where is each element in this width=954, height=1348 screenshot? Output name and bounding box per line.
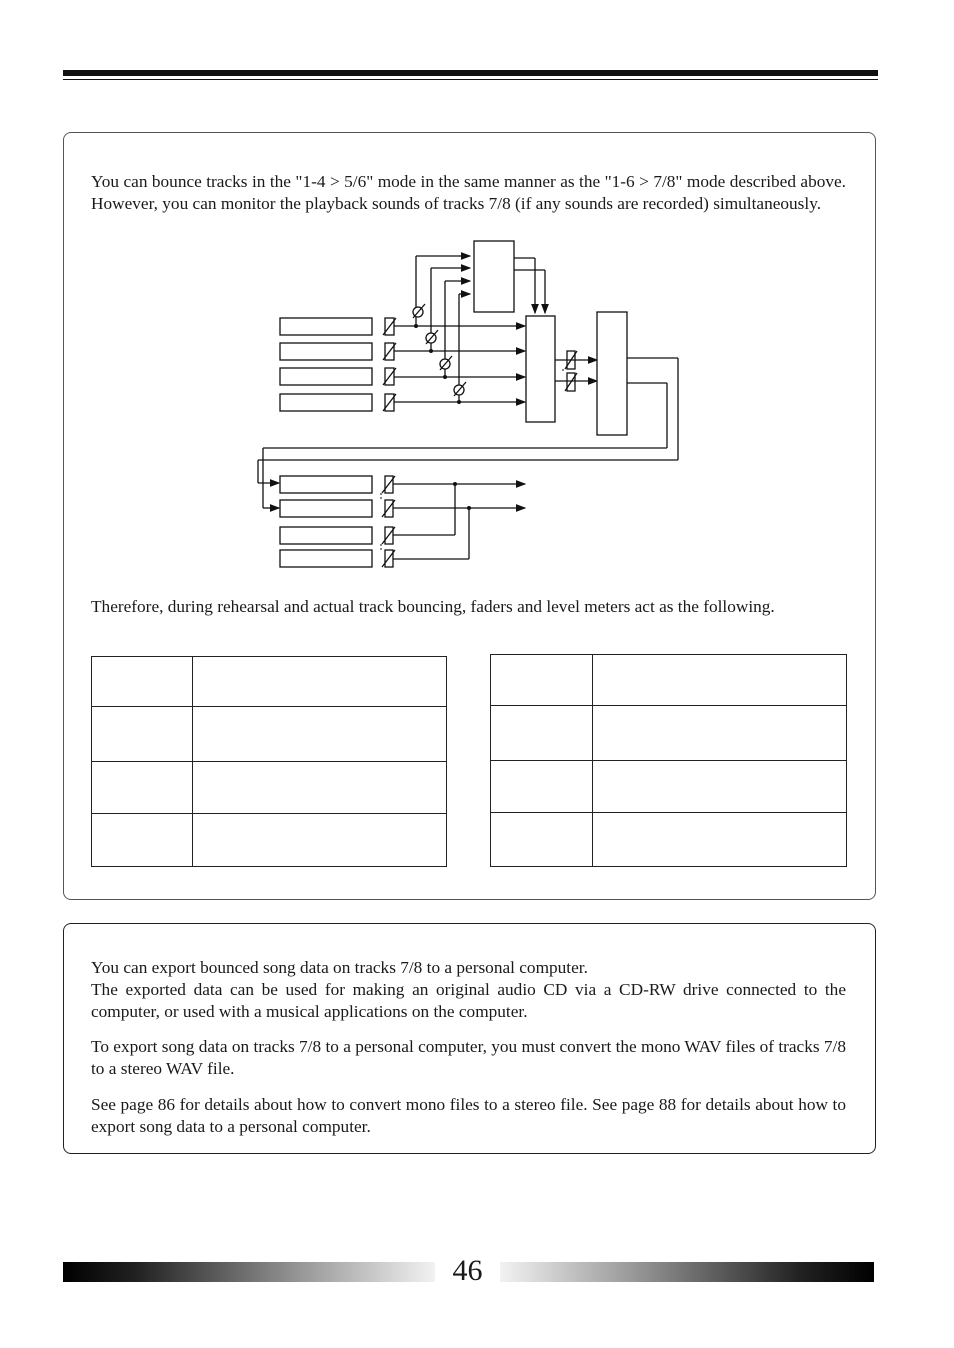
convert-paragraph: To export song data on tracks 7/8 to a personal computer, you must convert the mono WAV files of tracks 7/8 to a stereo WAV file.: [91, 1037, 846, 1078]
header-rule-thick: [63, 70, 878, 76]
track-block: [280, 527, 372, 544]
track-block: [280, 500, 372, 517]
table-cell: [92, 707, 193, 762]
table-cell: [593, 655, 847, 706]
page-number: 46: [452, 1254, 483, 1287]
footer-bar-right: [500, 1262, 874, 1282]
footer-bar-left: [63, 1262, 435, 1282]
therefore-paragraph: Therefore, during rehearsal and actual track bouncing, faders and level meters act as the following.: [91, 597, 775, 616]
signal-flow-diagram: [245, 238, 695, 573]
bus-block: [474, 241, 514, 312]
header-rule-thin: [63, 79, 878, 80]
track-block: [280, 368, 372, 385]
table-cell: [92, 762, 193, 814]
table-cell: [593, 706, 847, 761]
table-cell: [593, 813, 847, 867]
table-cell: [491, 706, 593, 761]
fader-behavior-table-left: [91, 656, 447, 867]
see-page-paragraph: See page 86 for details about how to convert mono files to a stereo file. See page 88 for details about how to export song data to a personal computer.: [91, 1095, 846, 1136]
table-cell: [193, 657, 447, 707]
table-cell: [491, 813, 593, 867]
table-cell: [491, 761, 593, 813]
track-block: [280, 343, 372, 360]
track-block: [280, 318, 372, 335]
table-cell: [193, 762, 447, 814]
table-cell: [193, 814, 447, 867]
table-cell: [92, 657, 193, 707]
track-block: [280, 476, 372, 493]
export-paragraph-rest: The exported data can be used for making an original audio CD via a CD-RW drive connected to the computer, or used with a musical applications on the computer.: [91, 980, 846, 1021]
track-block: [280, 394, 372, 411]
recorder-block: [597, 312, 627, 435]
mixer-block: [526, 316, 555, 422]
table-cell: [193, 707, 447, 762]
table-cell: [491, 655, 593, 706]
export-paragraph-line1: You can export bounced song data on tracks 7/8 to a personal computer.: [91, 958, 588, 977]
fader-behavior-table-right: [490, 654, 847, 867]
track-block: [280, 550, 372, 567]
table-cell: [92, 814, 193, 867]
table-cell: [593, 761, 847, 813]
intro-paragraph: You can bounce tracks in the "1-4 > 5/6" mode in the same manner as the "1-6 > 7/8" mode described above. However, you can monitor the playback sounds of tracks 7/8 (if any sounds are recorded) simultaneously.: [91, 172, 846, 213]
